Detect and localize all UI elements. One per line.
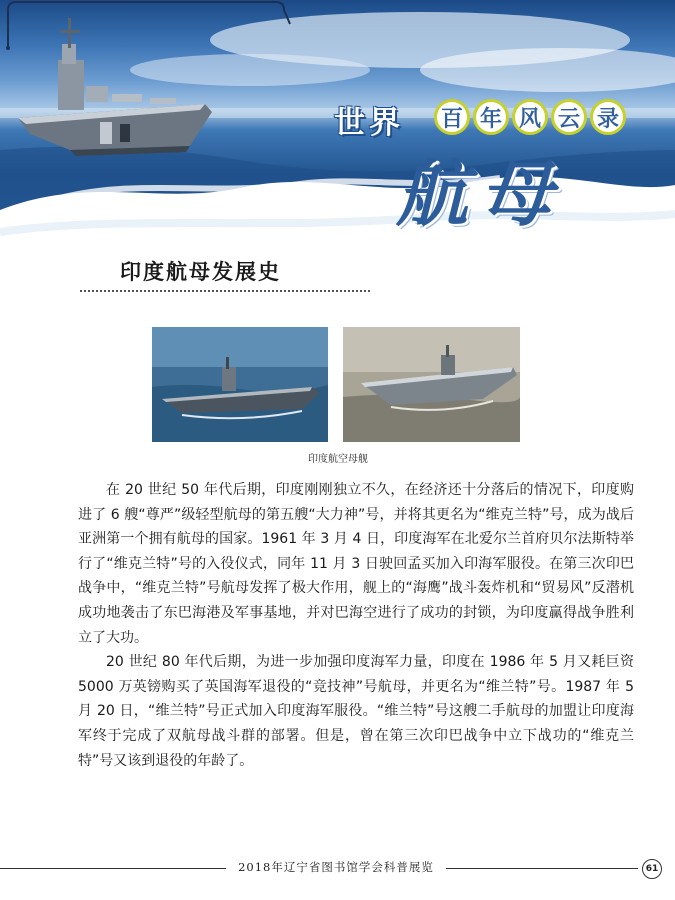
title-pill: 录 xyxy=(590,99,626,135)
header-banner xyxy=(0,0,675,250)
title-pill: 年 xyxy=(473,99,509,135)
title-carrier: 航母 xyxy=(396,151,565,236)
title-subtitle-pills xyxy=(434,99,626,135)
title-world: 世界 xyxy=(334,105,404,141)
article-paragraph: 20 世纪 80 年代后期，为进一步加强印度海军力量，印度在 1986 年 5 月又耗巨资 5000 万英镑购买了英国海军退役的“竞技神”号航母，并更名为“维兰特”号。1987 年 5 月 20 日，“维兰特”号正式加入印度海军服役。“维兰特”号这艘二手航母的加盟让印度海军终于完成了双航母战斗群的部署。但是，曾在第三次印巴战争中立下战功的“维克兰特”号又该到退役的年龄了。 xyxy=(78,654,634,769)
article-paragraph: 在 20 世纪 50 年代后期，印度刚刚独立不久，在经济还十分落后的情况下，印度购进了 6 艘“尊严”级轻型航母的第五艘“大力神”号，并将其更名为“维克兰特”号，成为战后亚洲第一个拥有航母的国家。1961 年 3 月 4 日，印度海军在北爱尔兰首府贝尔法斯特举行了“维克兰特”号的入役仪式，同年 11 月 3 日驶回孟买加入印海军服役。在第三次印巴战争中，“维克兰特”号航母发挥了极大作用，舰上的“海鹰”战斗轰炸机和“贸易风”反潜机成功地袭击了东巴海港及军事基地，并对巴海空进行了成功的封锁，为印度赢得战争胜利立了大功。 xyxy=(78,482,634,646)
title-pill: 云 xyxy=(551,99,587,135)
article-body xyxy=(78,478,634,773)
carrier-photo-left xyxy=(152,327,328,442)
section-title: 印度航母发展史 xyxy=(120,260,281,284)
title-pill: 风 xyxy=(512,99,548,135)
footer-text: 2018年辽宁省图书馆学会科普展览 xyxy=(238,860,434,874)
page-number: 61 xyxy=(642,859,662,879)
footer-rule-left xyxy=(0,868,226,869)
section-divider xyxy=(80,290,370,292)
footer-rule-right xyxy=(446,868,638,869)
figure-caption: 印度航空母舰 xyxy=(308,454,368,465)
title-frame-line xyxy=(0,0,292,54)
title-pill: 百 xyxy=(434,99,470,135)
carrier-photo-right xyxy=(343,327,520,442)
